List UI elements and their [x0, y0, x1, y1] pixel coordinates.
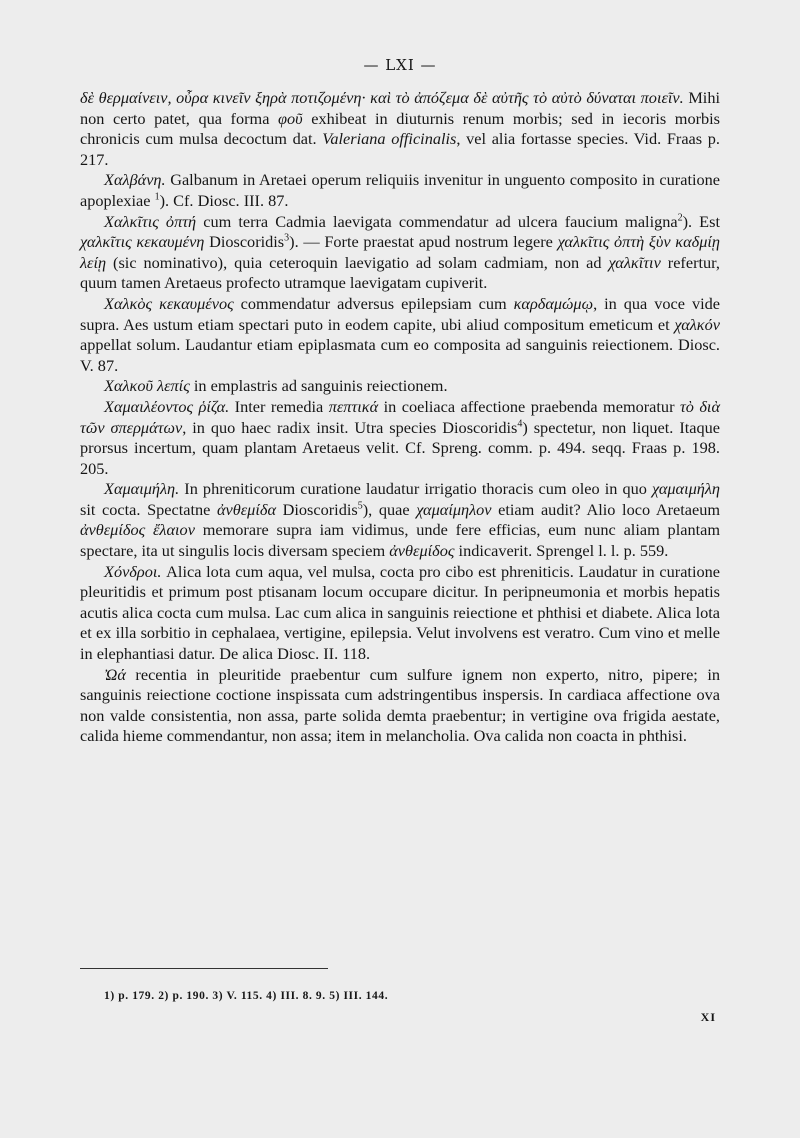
paragraph: [80, 376, 720, 397]
text-run: cum terra Cadmia laevigata commendatur ad ulcera faucium maligna: [196, 211, 678, 231]
text-run: ) spectetur, non liquet. Itaque prorsus incertum, quam plantam Aretaeus velit. Cf. Spreng. comm. p. 494. seqq. Fraas p. 198. 205.: [80, 417, 720, 478]
text-run: exhibeat in diuturnis renum morbis; sed in iecoris morbis chronicis cum mulsa decoctum dat.: [80, 108, 721, 149]
footnotes: 1) p. 179. 2) p. 190. 3) V. 115. 4) III. 8. 9. 5) III. 144.: [104, 990, 389, 1002]
text-run: memorare supra iam vidimus, unde fere efficias, eum nunc aliam plantam spectare, ita ut singulis locis diversam speciem: [80, 520, 720, 561]
greek-term: ἀνθεμίδος ἔλαιον: [80, 520, 195, 540]
text-run: in emplastris ad sanguinis reiectionem.: [189, 376, 448, 396]
greek-term: Χαμαιμήλη.: [104, 479, 180, 499]
paragraph: [80, 397, 720, 479]
greek-term: ἀνθεμίδα: [217, 499, 276, 519]
greek-term: χαλκῖτιν: [608, 252, 661, 272]
signature-mark: XI: [700, 1010, 716, 1024]
text-run: refertur, quum tamen Aretaeus profecto utramque laevigatam cupiverit.: [80, 252, 720, 293]
greek-term: Χαλκῖτις ὀπτή: [104, 211, 197, 231]
greek-term: Χαμαιλέοντος ῥίζα.: [104, 396, 230, 416]
page-number: — LXI —: [363, 56, 437, 74]
text-run: etiam audit? Alio loco Aretaeum: [491, 499, 721, 519]
footnote-ref: 4: [517, 418, 523, 430]
text-run: in coeliaca affectione praebenda memoratur: [378, 396, 680, 416]
text-run: In phreniticorum curatione laudatur irrigatio thoracis cum oleo in quo: [179, 479, 652, 499]
paragraph: [80, 212, 720, 294]
text-run: indicaverit. Sprengel l. l. p. 559.: [454, 541, 669, 561]
text-run: Mihi non certo patet, qua forma: [80, 88, 720, 128]
text-run: , vel alia fortasse species. Vid. Fraas p. 217.: [80, 129, 720, 169]
greek-term: Χόνδροι.: [104, 561, 162, 581]
footnote-ref: 3: [284, 232, 290, 244]
text-run: , in qua voce vide supra. Aes ustum etiam spectari puto in eodem capite, ubi aliud compositum emeticum et: [80, 293, 720, 334]
text-run: Alica lota cum aqua, vel mulsa, cocta pro cibo est phreniticis. Laudatur in curatione pleuritidis et primum post ptisanam locum occupare dicitur. In peripneumonia et morbis hepatis acutis alica cocta cum mulsa. Lac cum alica in sanguinis reiectione et phthisi et diabete. Alica lota et ex illa sorbitio in cephalaea, vertigine, epilepsia. Velut involvens est veratro. Cum vino et melle in elephantiasi datur. De alica Diosc. II. 118.: [80, 561, 720, 664]
text-run: Galbanum in Aretaei operum reliquiis invenitur in unguento composito in curatione apoplexiae: [80, 170, 720, 210]
footnote-rule: [80, 968, 328, 969]
greek-term: χαλκῖτις ὀπτὴ ξὺν καδμίῃ λείῃ: [80, 232, 720, 272]
text-run: commendatur adversus epilepsiam cum: [233, 293, 514, 313]
text-run: recentia in pleuritide praebentur cum sulfure ignem non experto, nitro, pipere; in sanguinis reiectione coctione inspissata cum adstringentibus inspersis. In cardiaca affectione ova non valde consistentia, non assa, parte solida demta praebentur; in vertigine ova frigida aestate, calida hieme commendantur, non assa; item in melancholia. Ova calida non coacta in phthisi.: [80, 664, 720, 746]
text-run: , in quo haec radix insit. Utra species Dioscoridis: [182, 417, 518, 437]
greek-term: χαμαιμήλη: [652, 479, 720, 499]
footnote-ref: 1: [154, 191, 160, 203]
paragraph: [80, 88, 720, 170]
italic-text: Valeriana officinalis: [322, 129, 457, 149]
text-run: Inter remedia: [229, 396, 329, 416]
text-run: Dioscoridis: [204, 232, 285, 252]
greek-term: χαμαίμηλον: [416, 499, 492, 519]
greek-term: χαλκῖτις κεκαυμένη: [80, 232, 205, 252]
greek-term: Ὠά: [104, 664, 126, 684]
footnote-ref: 2: [677, 212, 683, 224]
paragraph: [80, 562, 720, 665]
greek-term: χαλκόν: [674, 314, 720, 334]
paragraph: [80, 170, 720, 211]
text-run: ). — Forte praestat apud nostrum legere: [289, 232, 558, 252]
paragraph: [80, 665, 720, 747]
paragraph: [80, 294, 720, 376]
greek-term: πεπτικά: [328, 396, 379, 416]
greek-term: Χαλκὸς κεκαυμένος: [104, 293, 234, 313]
greek-term: καρδαμώμῳ: [513, 293, 594, 313]
greek-term: Χαλβάνη.: [104, 170, 166, 190]
greek-term: φοῦ: [278, 108, 303, 128]
paragraph: [80, 479, 720, 561]
text-run: Dioscoridis: [276, 499, 358, 519]
text-run: ). Est: [682, 211, 720, 231]
greek-term: Χαλκοῦ λεπίς: [104, 376, 190, 396]
footnote-ref: 5: [357, 500, 363, 512]
main-text: [80, 88, 720, 747]
greek-term: δὲ θερμαίνειν, οὖρα κινεῖν ξηρὰ ποτιζομένη· καὶ τὸ ἀπόζεμα δὲ αὐτῆς τὸ αὐτὸ δύναται ποιεῖν.: [80, 88, 684, 107]
greek-term: τὸ διὰ τῶν σπερμάτων: [80, 396, 721, 437]
text-run: (sic nominativo), quia ceteroquin laevigatio ad solam cadmiam, non ad: [106, 252, 609, 272]
text-run: ). Cf. Diosc. III. 87.: [159, 190, 289, 210]
text-run: appellat solum. Laudantur etiam epiplasmata cum eo composita ad sanguinis reiectionem. Diosc. V. 87.: [80, 335, 720, 375]
text-run: ), quae: [362, 499, 417, 519]
text-run: sit cocta. Spectatne: [80, 499, 217, 519]
greek-term: ἀνθεμίδος: [389, 541, 455, 561]
